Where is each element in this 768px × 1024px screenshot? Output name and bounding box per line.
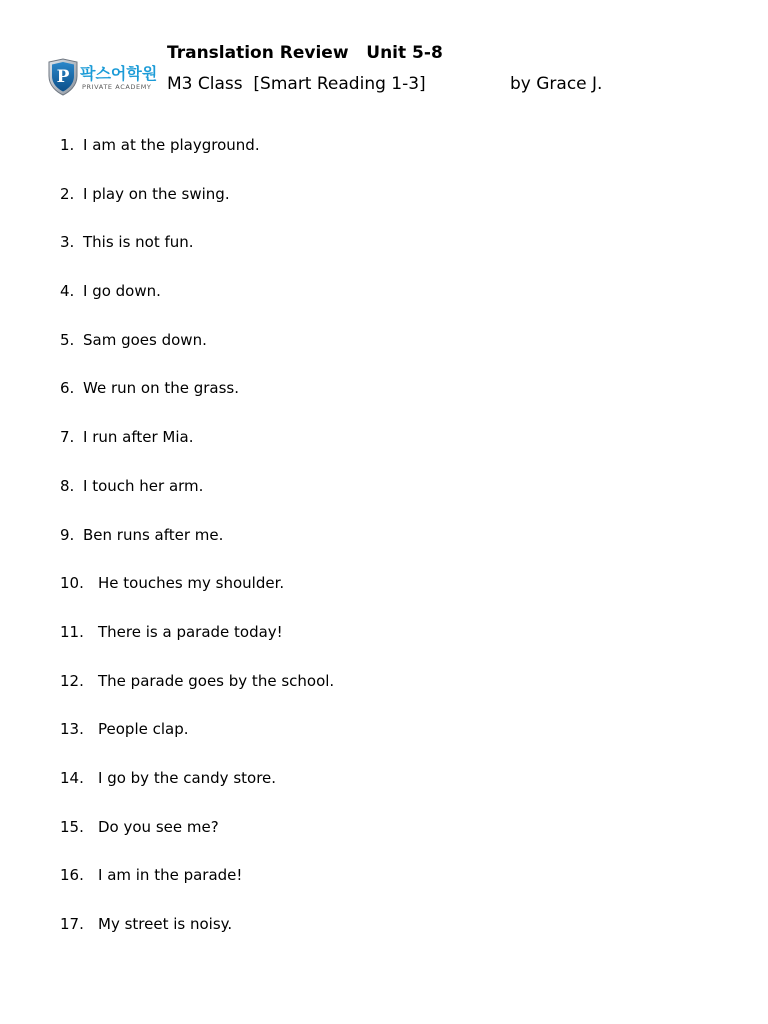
- item-text: I play on the swing.: [83, 184, 230, 203]
- list-item: [60, 819, 334, 868]
- logo-korean-name: 팍스어학원: [80, 64, 158, 83]
- item-text: My street is noisy.: [98, 915, 233, 933]
- list-item: [60, 234, 334, 283]
- list-item: [60, 527, 334, 576]
- item-text: People clap.: [98, 720, 189, 739]
- list-item: [60, 283, 334, 332]
- item-number: 12.: [60, 671, 84, 690]
- item-number: 4.: [60, 282, 75, 301]
- academy-logo: [47, 58, 157, 98]
- item-number: 6.: [60, 379, 75, 398]
- shield-logo-icon: [47, 58, 79, 96]
- list-item: [60, 137, 334, 186]
- item-text: I am at the playground.: [83, 136, 260, 154]
- list-item: [60, 624, 334, 673]
- list-item: [60, 332, 334, 381]
- item-text: I am in the parade!: [98, 866, 243, 885]
- item-number: 10.: [60, 574, 84, 593]
- item-text: There is a parade today!: [98, 622, 283, 641]
- item-text: Do you see me?: [98, 817, 219, 836]
- sentence-list: [60, 137, 334, 965]
- item-number: 3.: [60, 233, 75, 252]
- item-number: 14.: [60, 768, 84, 787]
- list-item: [60, 380, 334, 429]
- class-subtitle: M3 Class [Smart Reading 1-3]: [167, 74, 426, 94]
- item-number: 1.: [60, 136, 75, 154]
- item-number: 8.: [60, 476, 75, 495]
- list-item: [60, 770, 334, 819]
- item-text: This is not fun.: [83, 233, 194, 252]
- item-number: 16.: [60, 866, 84, 885]
- item-number: 17.: [60, 915, 84, 933]
- item-text: I go by the candy store.: [98, 768, 277, 787]
- item-text: I run after Mia.: [83, 428, 194, 447]
- list-item: [60, 916, 334, 965]
- item-text: We run on the grass.: [83, 379, 240, 398]
- item-text: Ben runs after me.: [83, 525, 224, 544]
- item-number: 7.: [60, 428, 75, 447]
- worksheet-title: Translation Review Unit 5-8: [167, 43, 443, 63]
- item-text: Sam goes down.: [83, 330, 207, 349]
- list-item: [60, 673, 334, 722]
- item-number: 5.: [60, 330, 75, 349]
- item-text: He touches my shoulder.: [98, 574, 285, 593]
- item-number: 11.: [60, 622, 84, 641]
- item-text: The parade goes by the school.: [98, 671, 335, 690]
- logo-english-name: PRIVATE ACADEMY: [82, 83, 152, 91]
- list-item: [60, 478, 334, 527]
- item-text: I go down.: [83, 282, 161, 301]
- list-item: [60, 429, 334, 478]
- list-item: [60, 721, 334, 770]
- item-number: 15.: [60, 817, 84, 836]
- list-item: [60, 186, 334, 235]
- svg-text:P: P: [56, 67, 70, 87]
- list-item: [60, 575, 334, 624]
- author-credit: by Grace J.: [510, 74, 603, 94]
- list-item: [60, 867, 334, 916]
- item-number: 9.: [60, 525, 75, 544]
- item-number: 13.: [60, 720, 84, 739]
- item-text: I touch her arm.: [83, 476, 204, 495]
- item-number: 2.: [60, 184, 75, 203]
